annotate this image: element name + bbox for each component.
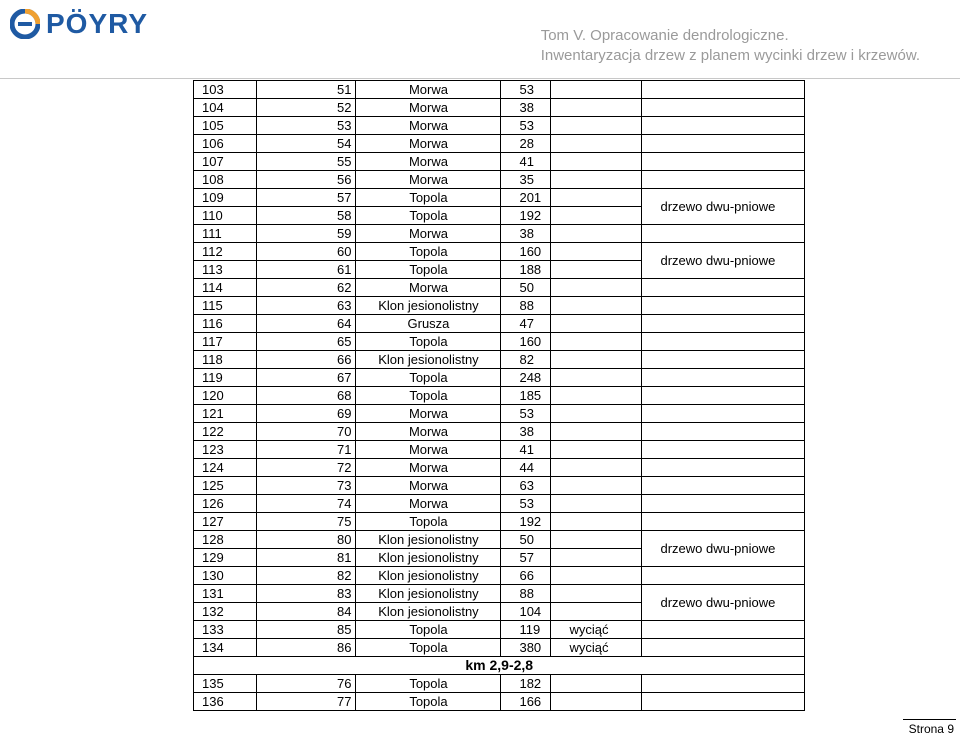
cell-species: Topola bbox=[356, 513, 501, 531]
header-title-line1: Tom V. Opracowanie dendrologiczne. bbox=[540, 27, 789, 44]
cell-circumference: 248 bbox=[501, 369, 551, 387]
cell-note bbox=[642, 477, 805, 495]
cell-species: Morwa bbox=[356, 225, 501, 243]
cell-species: Morwa bbox=[356, 477, 501, 495]
cell-action bbox=[551, 315, 642, 333]
cell-lp: 114 bbox=[194, 279, 257, 297]
cell-lp: 105 bbox=[194, 117, 257, 135]
cell-action bbox=[551, 549, 642, 567]
cell-action bbox=[551, 675, 642, 693]
cell-note bbox=[642, 117, 805, 135]
cell-lp: 129 bbox=[194, 549, 257, 567]
cell-action bbox=[551, 297, 642, 315]
cell-circumference: 38 bbox=[501, 423, 551, 441]
table-row bbox=[194, 567, 805, 585]
table-row bbox=[194, 531, 805, 549]
cell-lp: 113 bbox=[194, 261, 257, 279]
cell-circumference: 88 bbox=[501, 297, 551, 315]
poyry-logo bbox=[10, 8, 148, 40]
cell-tree-number: 59 bbox=[257, 225, 356, 243]
cell-tree-number: 66 bbox=[257, 351, 356, 369]
cell-lp: 135 bbox=[194, 675, 257, 693]
cell-circumference: 192 bbox=[501, 513, 551, 531]
cell-circumference: 57 bbox=[501, 549, 551, 567]
cell-lp: 103 bbox=[194, 81, 257, 99]
cell-action bbox=[551, 171, 642, 189]
cell-note: drzewo dwu-pniowe bbox=[642, 243, 805, 279]
cell-note bbox=[642, 81, 805, 99]
cell-tree-number: 55 bbox=[257, 153, 356, 171]
cell-circumference: 53 bbox=[501, 81, 551, 99]
cell-action bbox=[551, 369, 642, 387]
cell-species: Topola bbox=[356, 639, 501, 657]
cell-lp: 120 bbox=[194, 387, 257, 405]
cell-lp: 107 bbox=[194, 153, 257, 171]
table-row bbox=[194, 351, 805, 369]
cell-species: Klon jesionolistny bbox=[356, 297, 501, 315]
cell-species: Klon jesionolistny bbox=[356, 351, 501, 369]
cell-tree-number: 53 bbox=[257, 117, 356, 135]
cell-tree-number: 80 bbox=[257, 531, 356, 549]
cell-lp: 128 bbox=[194, 531, 257, 549]
cell-note bbox=[642, 387, 805, 405]
cell-circumference: 185 bbox=[501, 387, 551, 405]
cell-action bbox=[551, 423, 642, 441]
cell-species: Morwa bbox=[356, 171, 501, 189]
cell-species: Morwa bbox=[356, 405, 501, 423]
table-row bbox=[194, 495, 805, 513]
cell-note: drzewo dwu-pniowe bbox=[642, 189, 805, 225]
cell-tree-number: 85 bbox=[257, 621, 356, 639]
table-row bbox=[194, 477, 805, 495]
table-row bbox=[194, 243, 805, 261]
cell-tree-number: 82 bbox=[257, 567, 356, 585]
cell-tree-number: 58 bbox=[257, 207, 356, 225]
cell-lp: 127 bbox=[194, 513, 257, 531]
cell-lp: 110 bbox=[194, 207, 257, 225]
cell-species: Klon jesionolistny bbox=[356, 585, 501, 603]
table-row bbox=[194, 189, 805, 207]
cell-action: wyciąć bbox=[551, 621, 642, 639]
cell-circumference: 182 bbox=[501, 675, 551, 693]
cell-lp: 104 bbox=[194, 99, 257, 117]
table-row bbox=[194, 441, 805, 459]
cell-species: Topola bbox=[356, 693, 501, 711]
table-row bbox=[194, 333, 805, 351]
cell-circumference: 41 bbox=[501, 153, 551, 171]
table-row bbox=[194, 225, 805, 243]
cell-species: Topola bbox=[356, 675, 501, 693]
cell-circumference: 192 bbox=[501, 207, 551, 225]
cell-note bbox=[642, 423, 805, 441]
cell-tree-number: 72 bbox=[257, 459, 356, 477]
cell-tree-number: 52 bbox=[257, 99, 356, 117]
cell-action: wyciąć bbox=[551, 639, 642, 657]
cell-circumference: 380 bbox=[501, 639, 551, 657]
cell-note bbox=[642, 693, 805, 711]
cell-note bbox=[642, 495, 805, 513]
cell-tree-number: 60 bbox=[257, 243, 356, 261]
cell-circumference: 166 bbox=[501, 693, 551, 711]
cell-lp: 132 bbox=[194, 603, 257, 621]
cell-species: Klon jesionolistny bbox=[356, 567, 501, 585]
table-row bbox=[194, 675, 805, 693]
cell-circumference: 63 bbox=[501, 477, 551, 495]
cell-action bbox=[551, 513, 642, 531]
cell-tree-number: 74 bbox=[257, 495, 356, 513]
cell-action bbox=[551, 99, 642, 117]
cell-note bbox=[642, 459, 805, 477]
cell-action bbox=[551, 135, 642, 153]
cell-circumference: 50 bbox=[501, 531, 551, 549]
cell-note bbox=[642, 405, 805, 423]
cell-lp: 130 bbox=[194, 567, 257, 585]
table-row bbox=[194, 135, 805, 153]
cell-action bbox=[551, 81, 642, 99]
cell-action bbox=[551, 405, 642, 423]
table-row bbox=[194, 171, 805, 189]
cell-tree-number: 68 bbox=[257, 387, 356, 405]
cell-tree-number: 69 bbox=[257, 405, 356, 423]
cell-note bbox=[642, 621, 805, 639]
cell-species: Morwa bbox=[356, 153, 501, 171]
cell-tree-number: 56 bbox=[257, 171, 356, 189]
cell-species: Topola bbox=[356, 621, 501, 639]
cell-lp: 118 bbox=[194, 351, 257, 369]
cell-circumference: 119 bbox=[501, 621, 551, 639]
km-section-label: km 2,9-2,8 bbox=[194, 657, 805, 675]
table-row bbox=[194, 387, 805, 405]
cell-circumference: 44 bbox=[501, 459, 551, 477]
cell-tree-number: 84 bbox=[257, 603, 356, 621]
table-row bbox=[194, 405, 805, 423]
cell-lp: 108 bbox=[194, 171, 257, 189]
cell-lp: 124 bbox=[194, 459, 257, 477]
cell-species: Klon jesionolistny bbox=[356, 549, 501, 567]
cell-lp: 122 bbox=[194, 423, 257, 441]
cell-action bbox=[551, 477, 642, 495]
table-row bbox=[194, 369, 805, 387]
cell-action bbox=[551, 585, 642, 603]
cell-tree-number: 81 bbox=[257, 549, 356, 567]
logo-text: PÖYRY bbox=[46, 8, 148, 39]
cell-action bbox=[551, 207, 642, 225]
page-number: Strona 9 bbox=[903, 719, 956, 736]
cell-species: Morwa bbox=[356, 135, 501, 153]
cell-lp: 121 bbox=[194, 405, 257, 423]
cell-species: Klon jesionolistny bbox=[356, 603, 501, 621]
cell-action bbox=[551, 153, 642, 171]
cell-circumference: 201 bbox=[501, 189, 551, 207]
cell-lp: 112 bbox=[194, 243, 257, 261]
cell-species: Topola bbox=[356, 333, 501, 351]
cell-tree-number: 61 bbox=[257, 261, 356, 279]
cell-tree-number: 76 bbox=[257, 675, 356, 693]
table-row bbox=[194, 117, 805, 135]
cell-species: Topola bbox=[356, 261, 501, 279]
table-row bbox=[194, 513, 805, 531]
cell-species: Morwa bbox=[356, 423, 501, 441]
cell-action bbox=[551, 603, 642, 621]
cell-note bbox=[642, 99, 805, 117]
cell-lp: 134 bbox=[194, 639, 257, 657]
cell-species: Morwa bbox=[356, 495, 501, 513]
table-row bbox=[194, 99, 805, 117]
cell-species: Morwa bbox=[356, 279, 501, 297]
cell-species: Topola bbox=[356, 243, 501, 261]
cell-circumference: 35 bbox=[501, 171, 551, 189]
cell-tree-number: 57 bbox=[257, 189, 356, 207]
cell-action bbox=[551, 279, 642, 297]
cell-circumference: 160 bbox=[501, 243, 551, 261]
cell-action bbox=[551, 333, 642, 351]
cell-action bbox=[551, 225, 642, 243]
cell-tree-number: 67 bbox=[257, 369, 356, 387]
cell-circumference: 28 bbox=[501, 135, 551, 153]
table-row bbox=[194, 81, 805, 99]
cell-lp: 123 bbox=[194, 441, 257, 459]
cell-tree-number: 73 bbox=[257, 477, 356, 495]
cell-note bbox=[642, 639, 805, 657]
cell-circumference: 38 bbox=[501, 99, 551, 117]
tree-inventory-body bbox=[194, 81, 805, 711]
cell-lp: 131 bbox=[194, 585, 257, 603]
cell-note bbox=[642, 153, 805, 171]
cell-circumference: 82 bbox=[501, 351, 551, 369]
cell-species: Morwa bbox=[356, 81, 501, 99]
cell-lp: 136 bbox=[194, 693, 257, 711]
table-row bbox=[194, 315, 805, 333]
cell-lp: 111 bbox=[194, 225, 257, 243]
cell-tree-number: 70 bbox=[257, 423, 356, 441]
cell-species: Topola bbox=[356, 369, 501, 387]
cell-note bbox=[642, 513, 805, 531]
cell-tree-number: 83 bbox=[257, 585, 356, 603]
cell-note bbox=[642, 315, 805, 333]
cell-tree-number: 51 bbox=[257, 81, 356, 99]
header-title-line2: Inwentaryzacja drzew z planem wycinki drzew i krzewów. bbox=[540, 47, 920, 64]
cell-note bbox=[642, 567, 805, 585]
cell-lp: 126 bbox=[194, 495, 257, 513]
cell-tree-number: 75 bbox=[257, 513, 356, 531]
table-row bbox=[194, 693, 805, 711]
cell-circumference: 188 bbox=[501, 261, 551, 279]
cell-circumference: 41 bbox=[501, 441, 551, 459]
document-header bbox=[541, 26, 920, 66]
table-row bbox=[194, 297, 805, 315]
cell-tree-number: 64 bbox=[257, 315, 356, 333]
cell-action bbox=[551, 351, 642, 369]
cell-action bbox=[551, 189, 642, 207]
cell-tree-number: 63 bbox=[257, 297, 356, 315]
cell-species: Grusza bbox=[356, 315, 501, 333]
cell-circumference: 50 bbox=[501, 279, 551, 297]
cell-species: Topola bbox=[356, 387, 501, 405]
cell-lp: 119 bbox=[194, 369, 257, 387]
table-row bbox=[194, 423, 805, 441]
table-row bbox=[194, 585, 805, 603]
cell-lp: 125 bbox=[194, 477, 257, 495]
table-row bbox=[194, 639, 805, 657]
cell-circumference: 53 bbox=[501, 495, 551, 513]
cell-tree-number: 77 bbox=[257, 693, 356, 711]
cell-species: Klon jesionolistny bbox=[356, 531, 501, 549]
cell-note bbox=[642, 369, 805, 387]
cell-circumference: 160 bbox=[501, 333, 551, 351]
cell-note bbox=[642, 279, 805, 297]
cell-note bbox=[642, 135, 805, 153]
cell-circumference: 66 bbox=[501, 567, 551, 585]
cell-species: Morwa bbox=[356, 117, 501, 135]
cell-note: drzewo dwu-pniowe bbox=[642, 531, 805, 567]
tree-inventory-table bbox=[193, 80, 805, 711]
cell-note bbox=[642, 225, 805, 243]
cell-tree-number: 65 bbox=[257, 333, 356, 351]
cell-species: Topola bbox=[356, 207, 501, 225]
cell-action bbox=[551, 441, 642, 459]
cell-action bbox=[551, 531, 642, 549]
cell-note bbox=[642, 351, 805, 369]
cell-lp: 117 bbox=[194, 333, 257, 351]
cell-action bbox=[551, 693, 642, 711]
cell-action bbox=[551, 387, 642, 405]
poyry-logo-icon bbox=[10, 9, 40, 39]
cell-action bbox=[551, 459, 642, 477]
cell-tree-number: 54 bbox=[257, 135, 356, 153]
cell-species: Morwa bbox=[356, 441, 501, 459]
table-row bbox=[194, 153, 805, 171]
cell-lp: 133 bbox=[194, 621, 257, 639]
km-section-row bbox=[194, 657, 805, 675]
cell-note bbox=[642, 171, 805, 189]
table-row bbox=[194, 279, 805, 297]
cell-action bbox=[551, 243, 642, 261]
cell-note: drzewo dwu-pniowe bbox=[642, 585, 805, 621]
cell-note bbox=[642, 333, 805, 351]
cell-species: Morwa bbox=[356, 459, 501, 477]
cell-lp: 115 bbox=[194, 297, 257, 315]
cell-action bbox=[551, 495, 642, 513]
cell-tree-number: 86 bbox=[257, 639, 356, 657]
cell-action bbox=[551, 261, 642, 279]
cell-action bbox=[551, 567, 642, 585]
cell-lp: 116 bbox=[194, 315, 257, 333]
cell-note bbox=[642, 297, 805, 315]
cell-tree-number: 62 bbox=[257, 279, 356, 297]
cell-lp: 106 bbox=[194, 135, 257, 153]
cell-circumference: 104 bbox=[501, 603, 551, 621]
table-row bbox=[194, 459, 805, 477]
cell-note bbox=[642, 675, 805, 693]
cell-species: Morwa bbox=[356, 99, 501, 117]
cell-circumference: 88 bbox=[501, 585, 551, 603]
cell-circumference: 47 bbox=[501, 315, 551, 333]
cell-action bbox=[551, 117, 642, 135]
cell-note bbox=[642, 441, 805, 459]
cell-circumference: 38 bbox=[501, 225, 551, 243]
header-divider bbox=[0, 78, 960, 79]
table-row bbox=[194, 621, 805, 639]
cell-tree-number: 71 bbox=[257, 441, 356, 459]
cell-lp: 109 bbox=[194, 189, 257, 207]
cell-species: Topola bbox=[356, 189, 501, 207]
cell-circumference: 53 bbox=[501, 405, 551, 423]
cell-circumference: 53 bbox=[501, 117, 551, 135]
